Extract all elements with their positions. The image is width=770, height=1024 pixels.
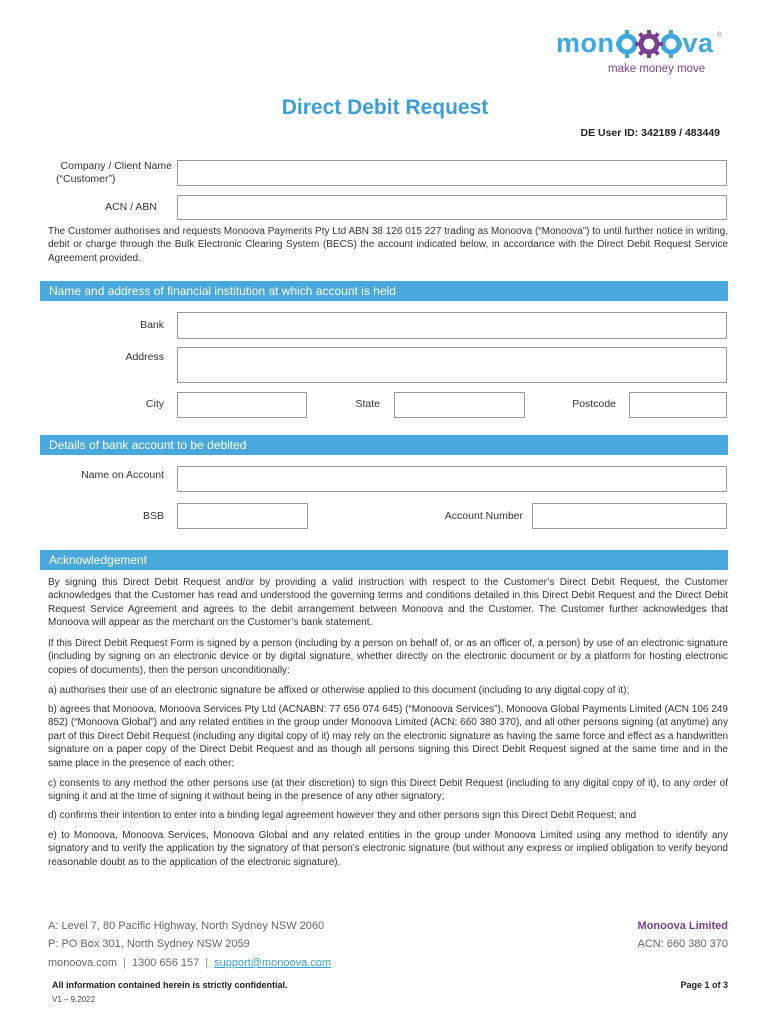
footer-contacts [48,957,331,969]
version-label: V1 – 9.2022 [52,995,96,1004]
bsb-label: BSB [142,510,164,522]
company-label-line-2: (“Customer”) [56,173,116,185]
ack-clause-a: a) authorises their use of an electronic signature be affixed or otherwise applied to this document (including to any digital copy of it); [48,685,630,696]
gear-icon [616,29,682,59]
company-name-field[interactable] [177,160,727,186]
ack-paragraph-1: By signing this Direct Debit Request and/or by providing a valid instruction with respect to the Customer’s Direct Debit Request, the Customer acknowledges that the Customer has read and understood the governing terms and conditions detailed in this Direct Debit Request and the Direct Debit Request Service Agreement and agrees to the debit arrangement between Monoova and the Customer. The Customer further acknowledges that Monoova will appear as the merchant on the Customer’s bank statement. [48,577,728,629]
state-field[interactable] [394,392,525,418]
page-title: Direct Debit Request [281,96,489,119]
logo-tagline: make money move [608,63,706,75]
registered-mark: ® [716,32,722,39]
user-id: DE User ID: 342189 / 483449 [580,127,720,139]
ack-clause-c: c) consents to any method the other persons use (at their discretion) to sign this Direct Debit Request (including to any digital copy of it), to any order of signing it and at the time of signing it without being in the presence of any other signatory; [48,778,728,803]
footer-company: Monoova Limited [637,920,728,932]
ack-clause-d: d) confirms their intention to enter into a binding legal agreement however they and other persons sign this Direct Debit Request; and [48,810,637,821]
postcode-field[interactable] [629,392,727,418]
account-name-field[interactable] [177,466,727,492]
acknowledgement-section-header: Acknowledgement [40,550,728,570]
account-number-label: Account Number [444,510,523,522]
page-number: Page 1 of 3 [680,980,728,990]
institution-section-header: Name and address of financial institution at which account is held [40,281,728,301]
ack-clause-e: e) to Monoova, Monoova Services, Monoova Global and any related entities in the group under Monoova Limited using any method to identify any signatory and to verify the application by the signatory of that person's electronic signature (but without any express or implied obligation to verify beyond reasonable doubt as to the application of the electronic signature). [48,830,728,868]
city-label: City [145,398,164,410]
monoova-logo [556,28,726,78]
footer-po-box: P: PO Box 301, North Sydney NSW 2059 [48,938,250,950]
acn-abn-field[interactable] [177,195,727,220]
address-label: Address [125,351,164,363]
footer-address: A: Level 7, 80 Pacific Highway, North Sydney NSW 2060 [48,920,325,932]
footer-acn: ACN: 660 380 370 [637,938,728,950]
logo-wordmark [556,28,714,59]
confidential-notice: All information contained herein is strictly confidential. [52,980,288,990]
logo-text-right: va [682,28,714,58]
support-email-link[interactable]: support@monoova.com [214,957,332,969]
account-name-label: Name on Account [81,469,164,481]
account-number-field[interactable] [532,503,727,529]
address-field[interactable] [177,347,727,383]
acn-label: ACN / ABN [105,201,157,213]
phone-number: 1300 656 157 [131,957,200,969]
company-label [40,160,172,186]
logo-text-left: mon [556,28,615,58]
postcode-label: Postcode [572,398,616,410]
ack-paragraph-2: If this Direct Debit Request Form is signed by a person (including by a person on behalf of, or as an officer of, a person) by use of an electronic signature (including by signing on an electronic device or by digital signature, whether directly on the electronic document or by a platform for hosting electronic copies of documents), then the person unconditionally: [48,638,728,676]
ack-clause-b: b) agrees that Monoova, Monoova Services Pty Ltd (ACNABN: 77 656 074 645) (“Monoova Services”), Monoova Global Payments Limited (ACN 106 249 852) (“Monoova Global”) and any related entities in the group under Monoova Limited (ACN: 660 380 370), and all other persons signing (at anytime) any part of this Direct Debit Request (including any digital copy of it) may rely on the electronic signature as having the same force and effect as a handwritten signature on a paper copy of the Direct Debit Request and as though all persons signing this Direct Debit Request signed at the same time and in the same place in the presence of each other; [48,704,728,769]
city-field[interactable] [177,392,307,418]
bank-label: Bank [140,319,164,331]
bank-field[interactable] [177,312,727,339]
bsb-field[interactable] [177,503,308,529]
state-label: State [355,398,380,410]
intro-paragraph: The Customer authorises and requests Monoova Payments Pty Ltd ABN 38 126 015 227 trading as Monoova (“Monoova”) to until further notice in writing, debit or charge through the Bulk Electronic Clearing System (BECS) the account indicated below, in accordance with the Direct Debit Request Service Agreement provided. [48,226,728,264]
account-section-header: Details of bank account to be debited [40,435,728,455]
website-link[interactable]: monoova.com [48,957,118,969]
company-label-line-1: Company / Client Name [60,160,172,172]
separator-1: | [123,957,126,969]
separator-2: | [205,957,209,969]
